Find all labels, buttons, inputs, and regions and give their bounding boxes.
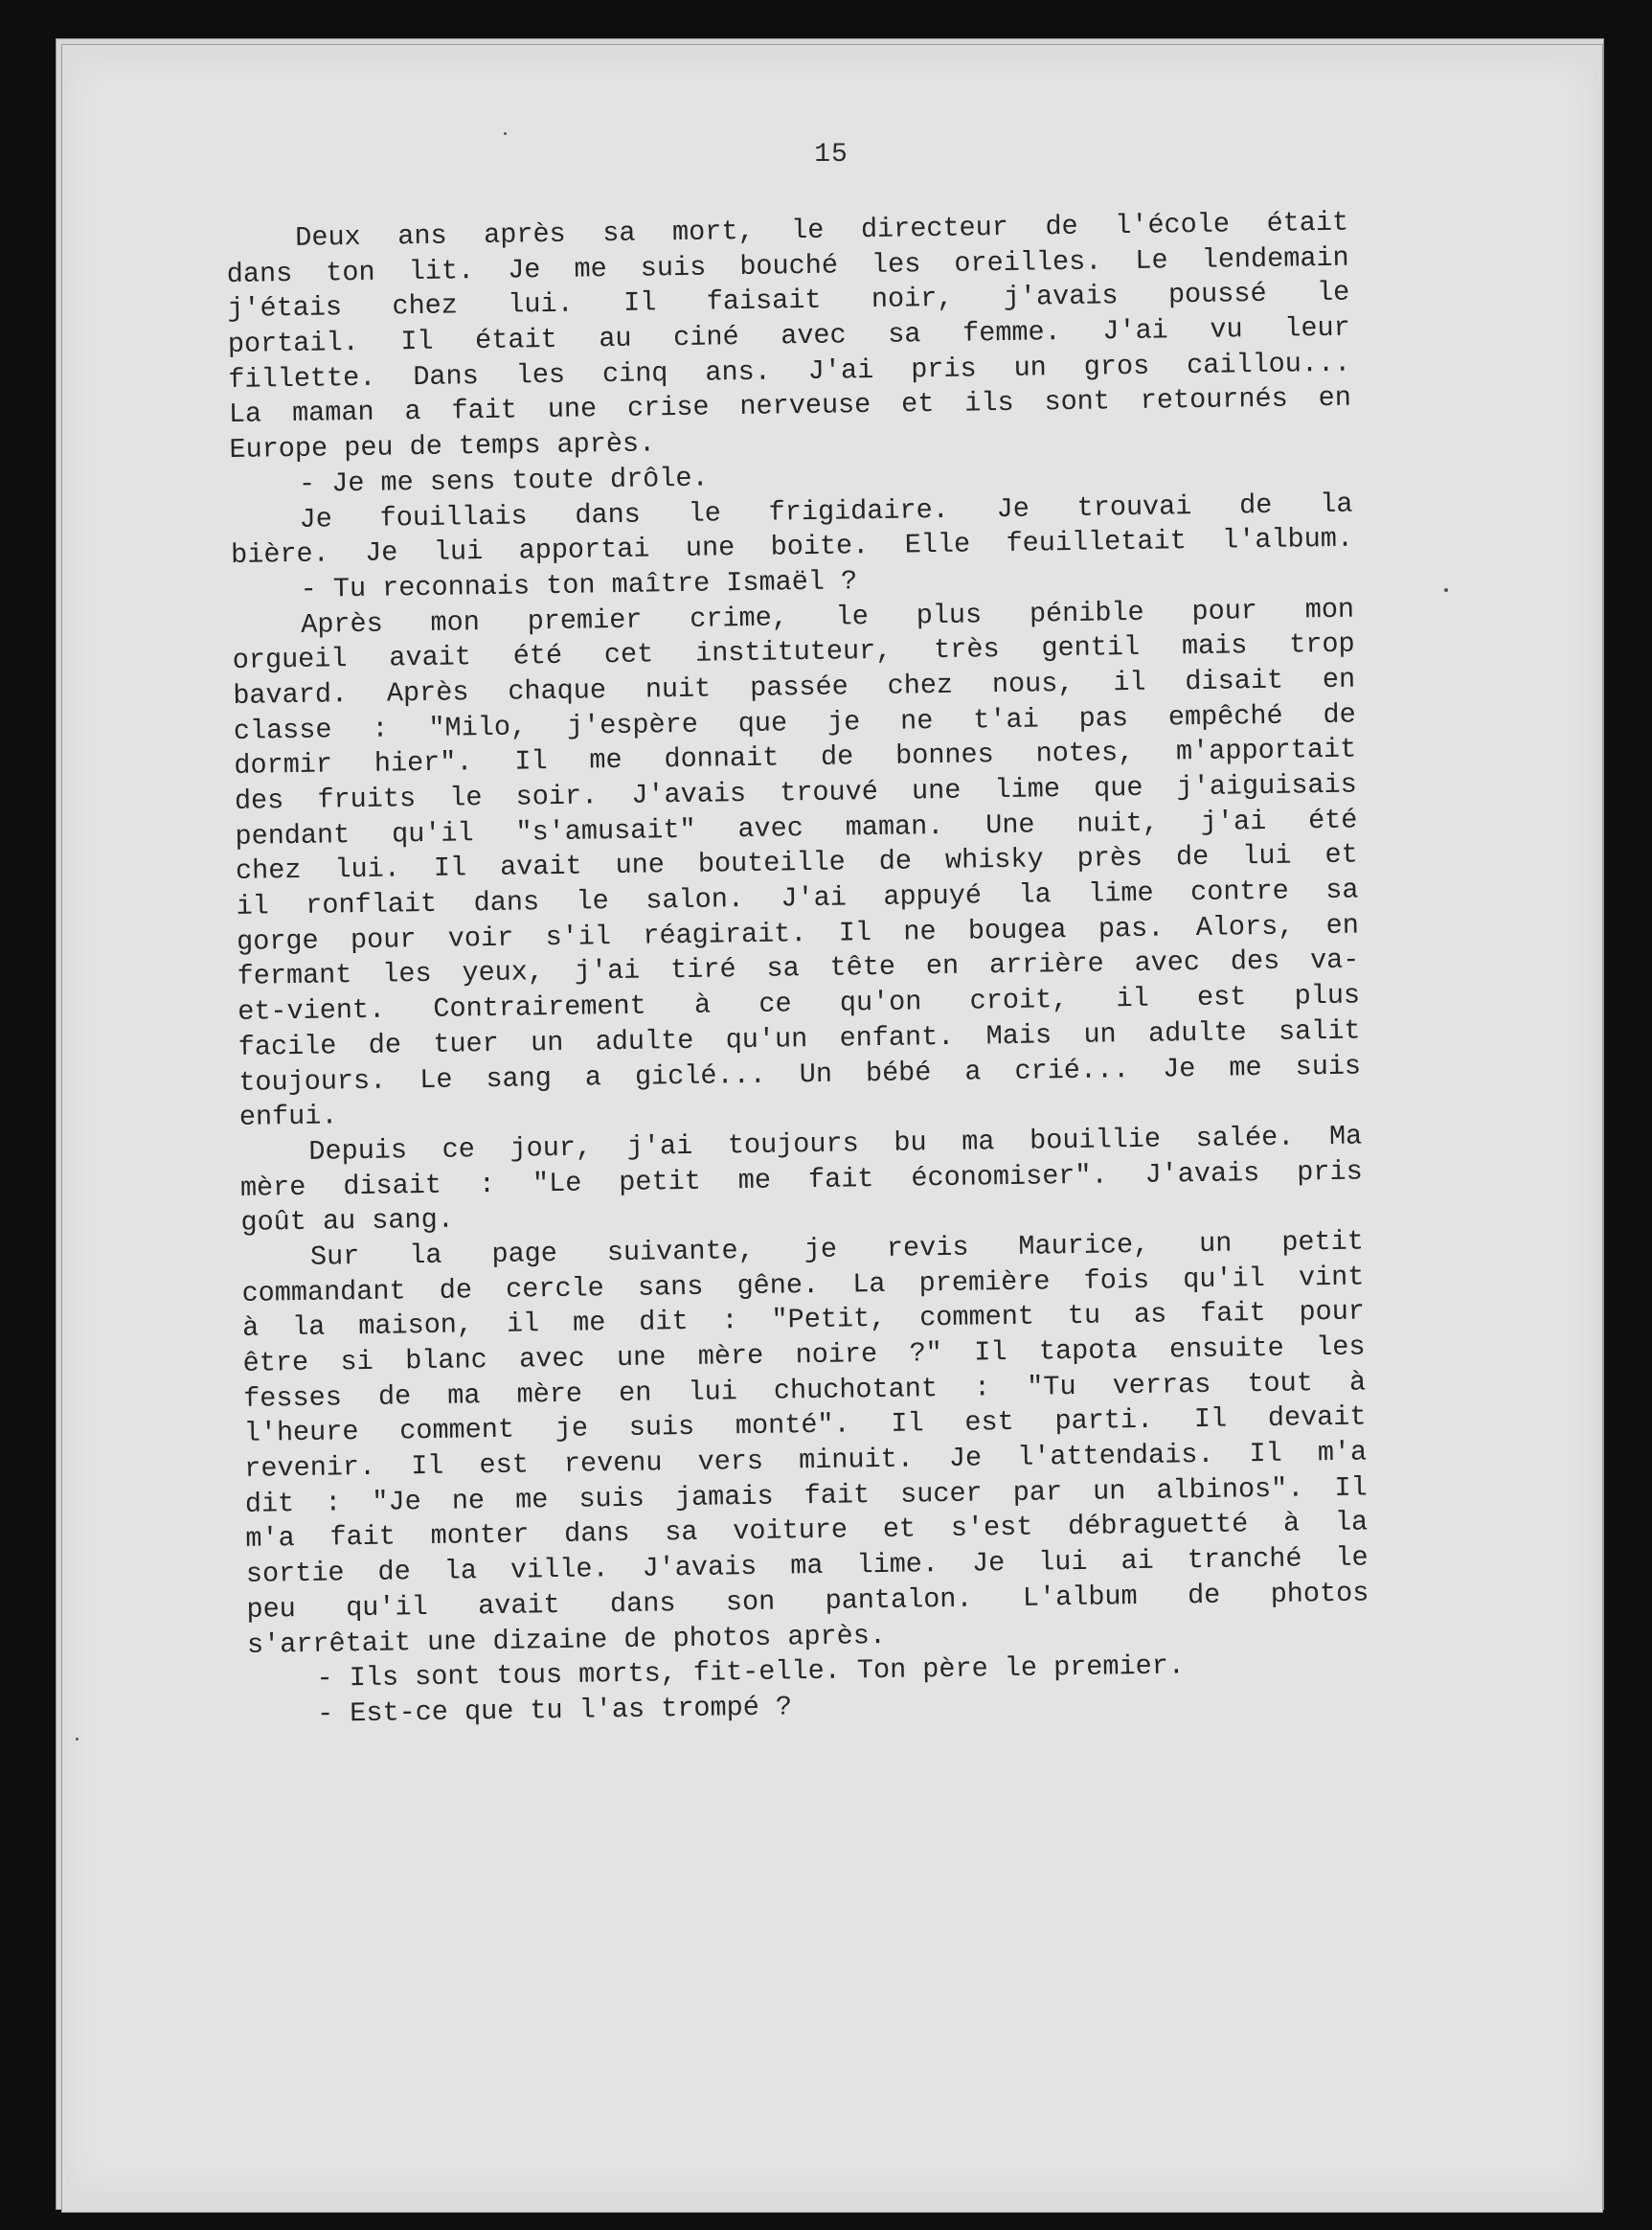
text-line: Sur la page suivante, je revis Maurice, un petit [309,1225,1365,1273]
text-line: chez lui. Il avait une bouteille de whisky près de lui et [235,838,1359,888]
text-line: dans ton lit. Je me suis bouché les oreilles. Le lendemain [226,241,1349,290]
text-line: revenir. Il est revenu vers minuit. Je l'attendais. Il m'a [244,1436,1368,1485]
text-line: La maman a fait une crise nerveuse et ils sont retournés en [228,382,1352,431]
paper-speck [1444,588,1448,592]
text-line: fillette. Dans les cinq ans. J'ai pris un gros caillou... [228,347,1351,396]
text-line: Depuis ce jour, j'ai toujours bu ma bouillie salée. Ma [308,1120,1363,1168]
text-line: des fruits le soir. J'avais trouvé une lime que j'aiguisais [234,768,1357,817]
text-line: peu qu'il avait dans son pantalon. L'album de photos [246,1577,1369,1626]
paper-speck [76,1738,79,1741]
text-line: m'a fait monter dans sa voiture et s'est débraguetté à la [245,1506,1369,1556]
text-line: fesses de ma mère en lui chuchotant : "Tu verras tout à [242,1366,1367,1415]
text-line: j'étais chez lui. Il faisait noir, j'avais poussé le [227,276,1350,326]
text-line: portail. Il était au ciné avec sa femme. J'ai vu leur [227,311,1350,361]
typed-page [65,52,1597,2197]
text-line: goût au sang. [240,1203,455,1240]
text-line: - Ils sont tous morts, fit-elle. Ton père le premier. [316,1650,1186,1695]
text-line: gorge pour voir s'il réagirait. Il ne bougea pas. Alors, en [236,909,1360,958]
paper-speck [504,132,507,135]
text-line: toujours. Le sang a giclé... Un bébé a crié... Je me suis [238,1050,1362,1099]
page-number: 15 [814,140,849,170]
text-line: Je fouillais dans le frigidaire. Je trouvai de la [299,488,1353,535]
text-line: à la maison, il me dit : "Petit, comment tu as fait pour [241,1295,1366,1345]
text-line: orgueil avait été cet instituteur, très gentil mais trop [232,627,1355,677]
text-line: bavard. Après chaque nuit passée chez nous, il disait en [233,663,1356,712]
text-line: être si blanc avec une mère noire ?" Il tapota ensuite les [242,1331,1366,1379]
text-line: - Est-ce que tu l'as trompé ? [316,1691,793,1730]
text-line: dit : "Je ne me suis jamais fait sucer par un albinos". Il [244,1471,1368,1520]
text-line: fermant les yeux, j'ai tiré sa tête en arrière avec des va- [237,944,1360,993]
text-line: s'arrêtait une dizaine de photos après. [246,1619,887,1661]
text-line: pendant qu'il "s'amusait" avec maman. Une nuit, j'ai été [235,804,1358,853]
text-line: Deux ans après sa mort, le directeur de l'école était [295,206,1349,254]
text-line: l'heure comment je suis monté". Il est parti. Il devait [243,1400,1367,1450]
text-line: commandant de cercle sans gêne. La première fois qu'il vint [241,1261,1365,1309]
text-line: classe : "Milo, j'espère que je ne t'ai pas empêché de [233,698,1356,747]
text-line: facile de tuer un adulte qu'un enfant. Mais un adulte salit [238,1014,1361,1063]
text-line: et-vient. Contrairement à ce qu'on croit, il est plus [237,979,1361,1029]
text-line: mère disait : "Le petit me fait économiser". J'avais pris [239,1155,1363,1204]
text-line: Europe peu de temps après. [229,427,656,466]
text-line: dormir hier". Il me donnait de bonnes notes, m'apportait [234,733,1357,783]
text-line: - Tu reconnais ton maître Ismaël ? [300,565,858,605]
text-line: Après mon premier crime, le plus pénible pour mon [300,593,1355,641]
body-text [226,206,1370,1734]
text-line: - Je me sens toute drôle. [298,462,709,500]
text-line: il ronflait dans le salon. J'ai appuyé la lime contre sa [236,874,1359,922]
text-line: sortie de la ville. J'avais ma lime. Je lui ai tranché le [245,1541,1369,1590]
text-line: enfui. [238,1100,338,1134]
text-line: bière. Je lui apportai une boite. Elle feuilletait l'album. [230,522,1354,572]
